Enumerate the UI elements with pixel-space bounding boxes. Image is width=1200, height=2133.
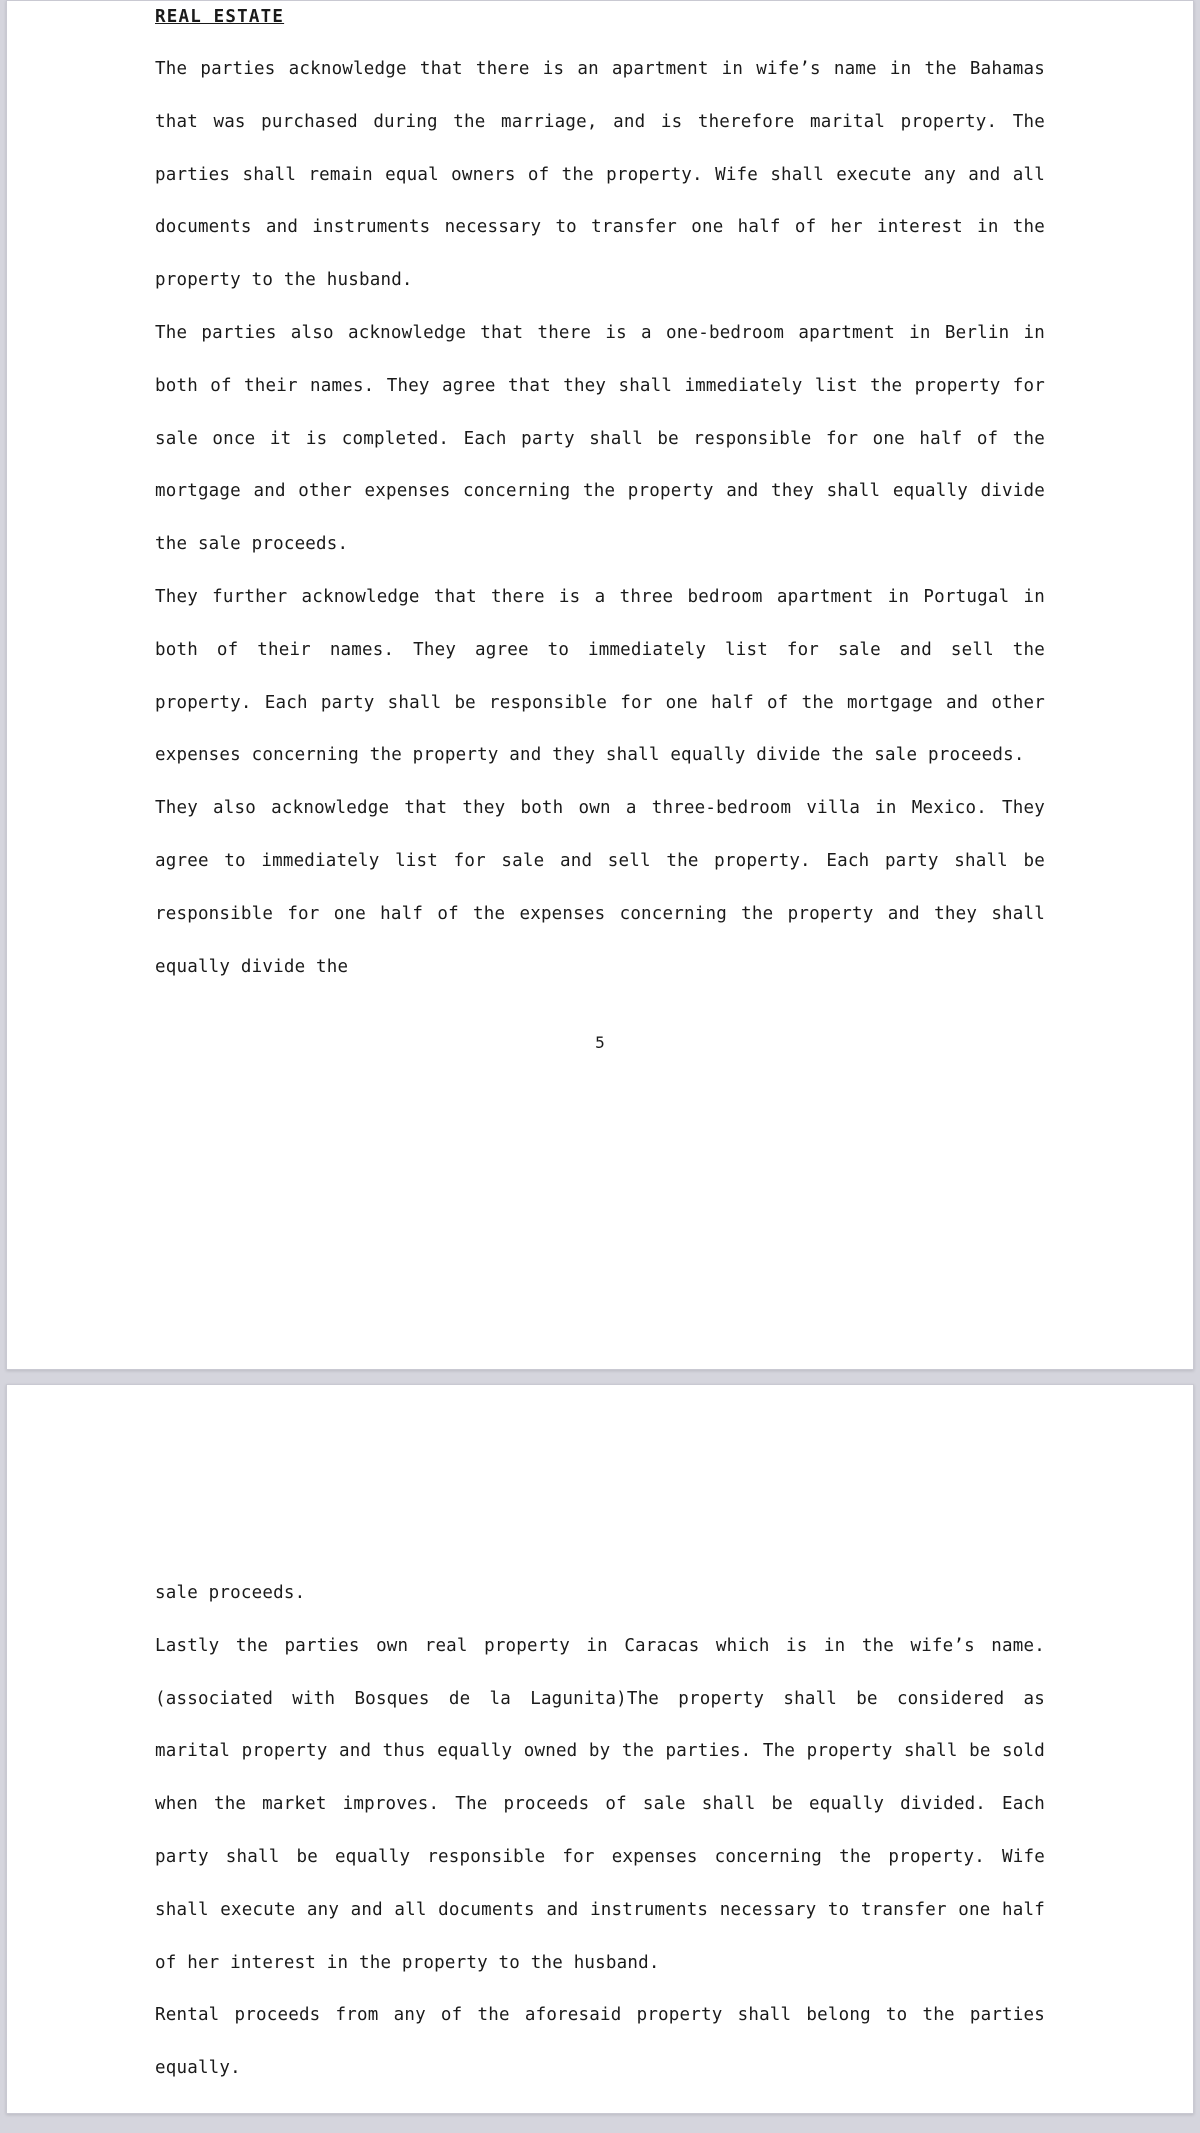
paragraph-caracas-property: Lastly the parties own real property in Caracas which is in the wife’s name. (associated with Bosques de la Lagunita)The property shall be considered as marital property and thus equally owned by the parties. The property shall be sold when the market improves. The proceeds of sale shall be equally divided. Each party shall be equally responsible for expenses concerning the property. Wife shall execute any and all documents and instruments necessary to transfer one half of her interest in the property to the husband. [155, 1635, 1045, 1973]
document-page-1 [6, 0, 1194, 1370]
paragraph-berlin-apartment: The parties also acknowledge that there is a one-bedroom apartment in Berlin in both of their names. They agree that they shall immediately list the property for sale once it is completed. Each party shall be responsible for one half of the mortgage and other expenses concerning the property and they shall equally divide the sale proceeds. [155, 322, 1045, 555]
paragraph-portugal-apartment: They further acknowledge that there is a three bedroom apartment in Portugal in both of their names. They agree to immediately list for sale and sell the property. Each party shall be responsible for one half of the mortgage and other expenses concerning the property and they shall equally divide the sale proceeds. [155, 586, 1045, 766]
page-number-footer: 5 [595, 1033, 605, 1053]
paragraph-rental-proceeds: Rental proceeds from any of the aforesaid property shall belong to the parties equally. [155, 2005, 1045, 2079]
paragraph-sale-proceeds-continuation: sale proceeds. [155, 1583, 306, 1603]
page-2-top-margin [155, 1385, 1045, 1567]
paragraph-bahamas-apartment: The parties acknowledge that there is an apartment in wife’s name in the Bahamas that was purchased during the marriage, and is therefore marital property. The parties shall remain equal owners of the property. Wife shall execute any and all documents and instruments necessary to transfer one half of her interest in the property to the husband. [155, 59, 1045, 291]
section-heading-real-estate: REAL ESTATE [155, 7, 285, 27]
document-page-2 [6, 1384, 1194, 2114]
paragraph-mexico-villa: They also acknowledge that they both own a three-bedroom villa in Mexico. They agree to immediately list for sale and sell the property. Each party shall be responsible for one half of the expenses concerning the property and they shall equally divide the [155, 798, 1045, 977]
